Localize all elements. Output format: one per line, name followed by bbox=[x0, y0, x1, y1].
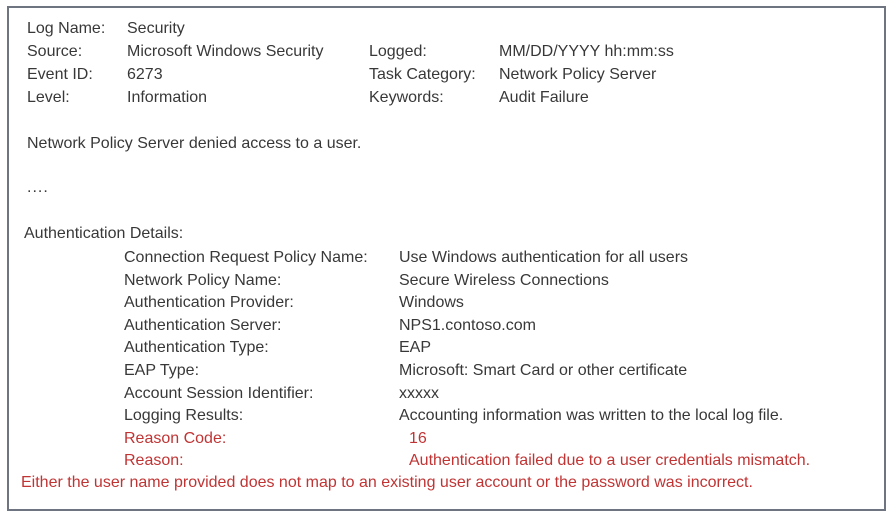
detail-value: Windows bbox=[399, 294, 464, 312]
detail-label: Network Policy Name: bbox=[124, 271, 282, 289]
field-value-keywords: Audit Failure bbox=[499, 89, 589, 106]
field-label-log-name: Log Name: bbox=[27, 20, 106, 37]
detail-label: Reason: bbox=[124, 452, 184, 470]
field-label-event-id: Event ID: bbox=[27, 66, 93, 83]
detail-value: Secure Wireless Connections bbox=[399, 271, 609, 289]
event-log-panel bbox=[7, 6, 886, 511]
detail-label: Authentication Server: bbox=[124, 316, 282, 334]
detail-label: Authentication Provider: bbox=[124, 294, 294, 312]
detail-row-reason-code bbox=[9, 428, 896, 451]
header-row-log-name bbox=[27, 17, 874, 40]
field-label-keywords: Keywords: bbox=[369, 89, 444, 106]
field-value-event-id: 6273 bbox=[127, 66, 163, 83]
header-row-eventid-taskcategory bbox=[27, 63, 874, 86]
detail-value: Accounting information was written to the local log file. bbox=[399, 407, 784, 425]
detail-label: EAP Type: bbox=[124, 361, 200, 379]
field-value-task-category: Network Policy Server bbox=[499, 66, 657, 83]
detail-value: Microsoft: Smart Card or other certificate bbox=[399, 361, 688, 379]
detail-row-authentication-type bbox=[9, 337, 896, 360]
detail-label: Connection Request Policy Name: bbox=[124, 249, 368, 266]
detail-row-logging-results bbox=[9, 405, 896, 428]
detail-row-eap-type bbox=[9, 360, 896, 383]
detail-row-reason bbox=[9, 450, 896, 473]
field-label-logged: Logged: bbox=[369, 43, 427, 60]
auth-details-heading: Authentication Details: bbox=[24, 225, 184, 242]
detail-row-authentication-provider bbox=[9, 292, 896, 315]
detail-row-connection-request-policy bbox=[9, 247, 896, 270]
auth-details-list bbox=[9, 247, 896, 473]
detail-label: Account Session Identifier: bbox=[124, 384, 314, 402]
field-value-logged: MM/DD/YYYY hh:mm:ss bbox=[499, 43, 674, 60]
detail-value: Use Windows authentication for all users bbox=[399, 249, 689, 266]
field-value-log-name: Security bbox=[127, 20, 185, 37]
detail-value: Authentication failed due to a user credentials mismatch. bbox=[409, 452, 811, 470]
field-label-level: Level: bbox=[27, 89, 70, 106]
detail-value: xxxxx bbox=[399, 384, 439, 402]
detail-value: 16 bbox=[409, 429, 427, 447]
field-label-task-category: Task Category: bbox=[369, 66, 476, 83]
detail-label: Logging Results: bbox=[124, 407, 244, 425]
header-row-source-logged bbox=[27, 40, 874, 63]
field-value-level: Information bbox=[127, 89, 208, 106]
detail-row-network-policy-name bbox=[9, 270, 896, 293]
field-label-source: Source: bbox=[27, 43, 83, 60]
detail-row-account-session-identifier bbox=[9, 383, 896, 406]
field-value-source: Microsoft Windows Security bbox=[127, 43, 324, 60]
ellipsis-text: .... bbox=[27, 179, 49, 196]
detail-row-authentication-server bbox=[9, 315, 896, 338]
detail-label: Authentication Type: bbox=[124, 339, 269, 357]
event-description: Network Policy Server denied access to a user. bbox=[27, 135, 362, 152]
detail-value: NPS1.contoso.com bbox=[399, 316, 536, 334]
footer-note: Either the user name provided does not map to an existing user account or the password was incorrect. bbox=[21, 474, 753, 491]
header-row-level-keywords bbox=[27, 86, 874, 109]
event-header bbox=[27, 17, 874, 109]
detail-value: EAP bbox=[399, 339, 432, 357]
detail-label: Reason Code: bbox=[124, 429, 227, 447]
